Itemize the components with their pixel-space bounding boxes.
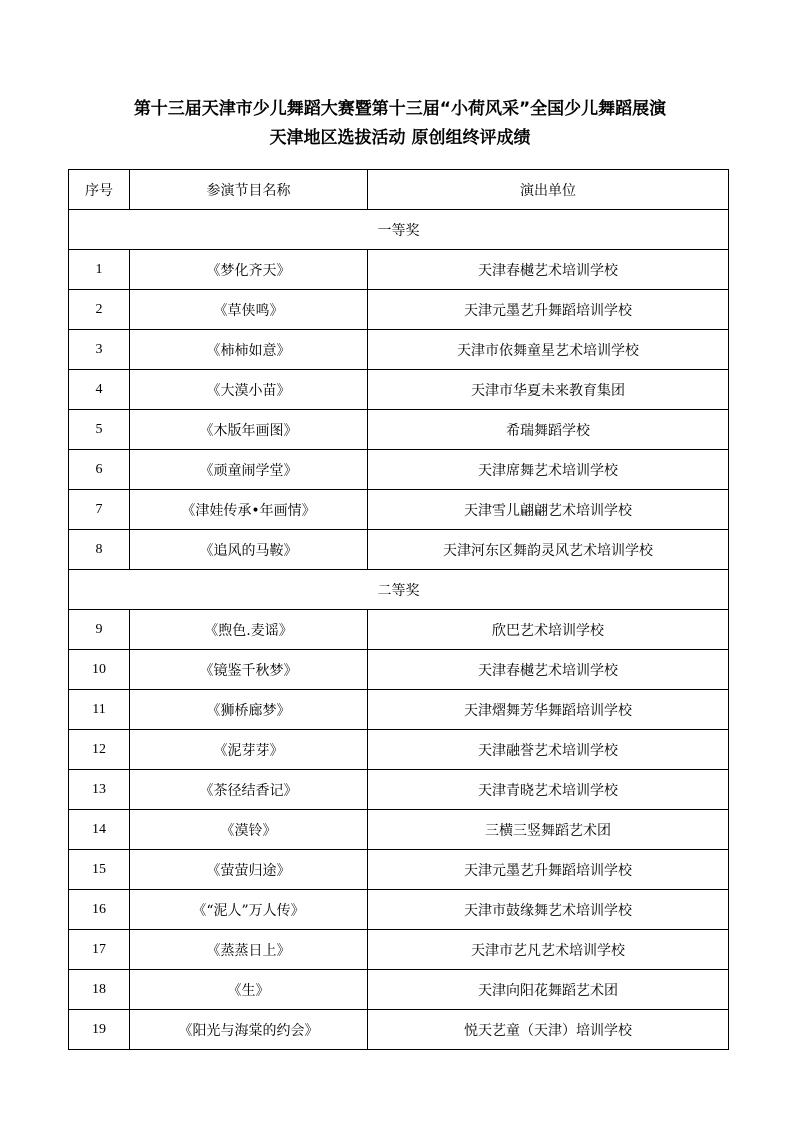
row-number: 1 xyxy=(69,250,130,290)
table-row xyxy=(69,530,729,570)
performing-unit: 希瑞舞蹈学校 xyxy=(368,410,729,450)
row-number: 6 xyxy=(69,450,130,490)
row-number: 4 xyxy=(69,370,130,410)
table-row xyxy=(69,850,729,890)
performing-unit: 天津元墨艺升舞蹈培训学校 xyxy=(368,290,729,330)
row-number: 8 xyxy=(69,530,130,570)
performing-unit: 三横三竖舞蹈艺术团 xyxy=(368,810,729,850)
program-name: 《狮桥廊梦》 xyxy=(130,690,368,730)
row-number: 14 xyxy=(69,810,130,850)
performing-unit: 天津市鼓缘舞艺术培训学校 xyxy=(368,890,729,930)
performing-unit: 天津市华夏未来教育集团 xyxy=(368,370,729,410)
program-name: 《“泥人”万人传》 xyxy=(130,890,368,930)
row-number: 11 xyxy=(69,690,130,730)
performing-unit: 天津市艺凡艺术培训学校 xyxy=(368,930,729,970)
program-name: 《茶径结香记》 xyxy=(130,770,368,810)
table-row xyxy=(69,770,729,810)
program-name: 《大漠小苗》 xyxy=(130,370,368,410)
program-name: 《追风的马鞍》 xyxy=(130,530,368,570)
table-row xyxy=(69,290,729,330)
row-number: 3 xyxy=(69,330,130,370)
performing-unit: 天津席舞艺术培训学校 xyxy=(368,450,729,490)
program-name: 《阳光与海棠的约会》 xyxy=(130,1010,368,1050)
title-line-1: 第十三届天津市少儿舞蹈大赛暨第十三届“小荷风采”全国少儿舞蹈展演 xyxy=(133,99,667,119)
performing-unit: 天津春樾艺术培训学校 xyxy=(368,250,729,290)
table-body xyxy=(69,210,729,1050)
table-row xyxy=(69,370,729,410)
header-program-name: 参演节目名称 xyxy=(130,170,368,210)
program-name: 《木版年画图》 xyxy=(130,410,368,450)
title-line-2: 天津地区选拔活动 原创组终评成绩 xyxy=(269,128,531,148)
table-row xyxy=(69,650,729,690)
performing-unit: 天津青晓艺术培训学校 xyxy=(368,770,729,810)
table-row xyxy=(69,810,729,850)
performing-unit: 欣巴艺术培训学校 xyxy=(368,610,729,650)
table-row xyxy=(69,250,729,290)
row-number: 13 xyxy=(69,770,130,810)
table-row xyxy=(69,730,729,770)
program-name: 《萤萤归途》 xyxy=(130,850,368,890)
performing-unit: 天津融誉艺术培训学校 xyxy=(368,730,729,770)
program-name: 《生》 xyxy=(130,970,368,1010)
table-header-row xyxy=(69,170,729,210)
performing-unit: 天津春樾艺术培训学校 xyxy=(368,650,729,690)
program-name: 《蒸蒸日上》 xyxy=(130,930,368,970)
program-name: 《镜鉴千秋梦》 xyxy=(130,650,368,690)
program-name: 《津娃传承•年画情》 xyxy=(130,490,368,530)
performing-unit: 天津市依舞童星艺术培训学校 xyxy=(368,330,729,370)
row-number: 17 xyxy=(69,930,130,970)
table-row xyxy=(69,450,729,490)
row-number: 9 xyxy=(69,610,130,650)
row-number: 12 xyxy=(69,730,130,770)
program-name: 《草侠鸣》 xyxy=(130,290,368,330)
document-title xyxy=(0,95,800,153)
program-name: 《泥芽芽》 xyxy=(130,730,368,770)
award-section-label: 二等奖 xyxy=(69,570,729,610)
row-number: 10 xyxy=(69,650,130,690)
section-header-row xyxy=(69,570,729,610)
table-row xyxy=(69,930,729,970)
table-row xyxy=(69,490,729,530)
results-table xyxy=(68,169,729,1050)
header-number: 序号 xyxy=(69,170,130,210)
award-section-label: 一等奖 xyxy=(69,210,729,250)
performing-unit: 天津河东区舞韵灵风艺术培训学校 xyxy=(368,530,729,570)
program-name: 《顽童闹学堂》 xyxy=(130,450,368,490)
row-number: 19 xyxy=(69,1010,130,1050)
row-number: 7 xyxy=(69,490,130,530)
table-row xyxy=(69,610,729,650)
table-row xyxy=(69,1010,729,1050)
table-row xyxy=(69,410,729,450)
row-number: 15 xyxy=(69,850,130,890)
performing-unit: 天津熠舞芳华舞蹈培训学校 xyxy=(368,690,729,730)
row-number: 2 xyxy=(69,290,130,330)
performing-unit: 天津向阳花舞蹈艺术团 xyxy=(368,970,729,1010)
row-number: 16 xyxy=(69,890,130,930)
program-name: 《梦化齐天》 xyxy=(130,250,368,290)
table-row xyxy=(69,330,729,370)
program-name: 《漠铃》 xyxy=(130,810,368,850)
row-number: 18 xyxy=(69,970,130,1010)
table-row xyxy=(69,970,729,1010)
performing-unit: 悦天艺童（天津）培训学校 xyxy=(368,1010,729,1050)
program-name: 《柿柿如意》 xyxy=(130,330,368,370)
performing-unit: 天津元墨艺升舞蹈培训学校 xyxy=(368,850,729,890)
performing-unit: 天津雪儿翩翩艺术培训学校 xyxy=(368,490,729,530)
program-name: 《煦色.麦谣》 xyxy=(130,610,368,650)
section-header-row xyxy=(69,210,729,250)
row-number: 5 xyxy=(69,410,130,450)
table-row xyxy=(69,690,729,730)
table-row xyxy=(69,890,729,930)
header-performing-unit: 演出单位 xyxy=(368,170,729,210)
